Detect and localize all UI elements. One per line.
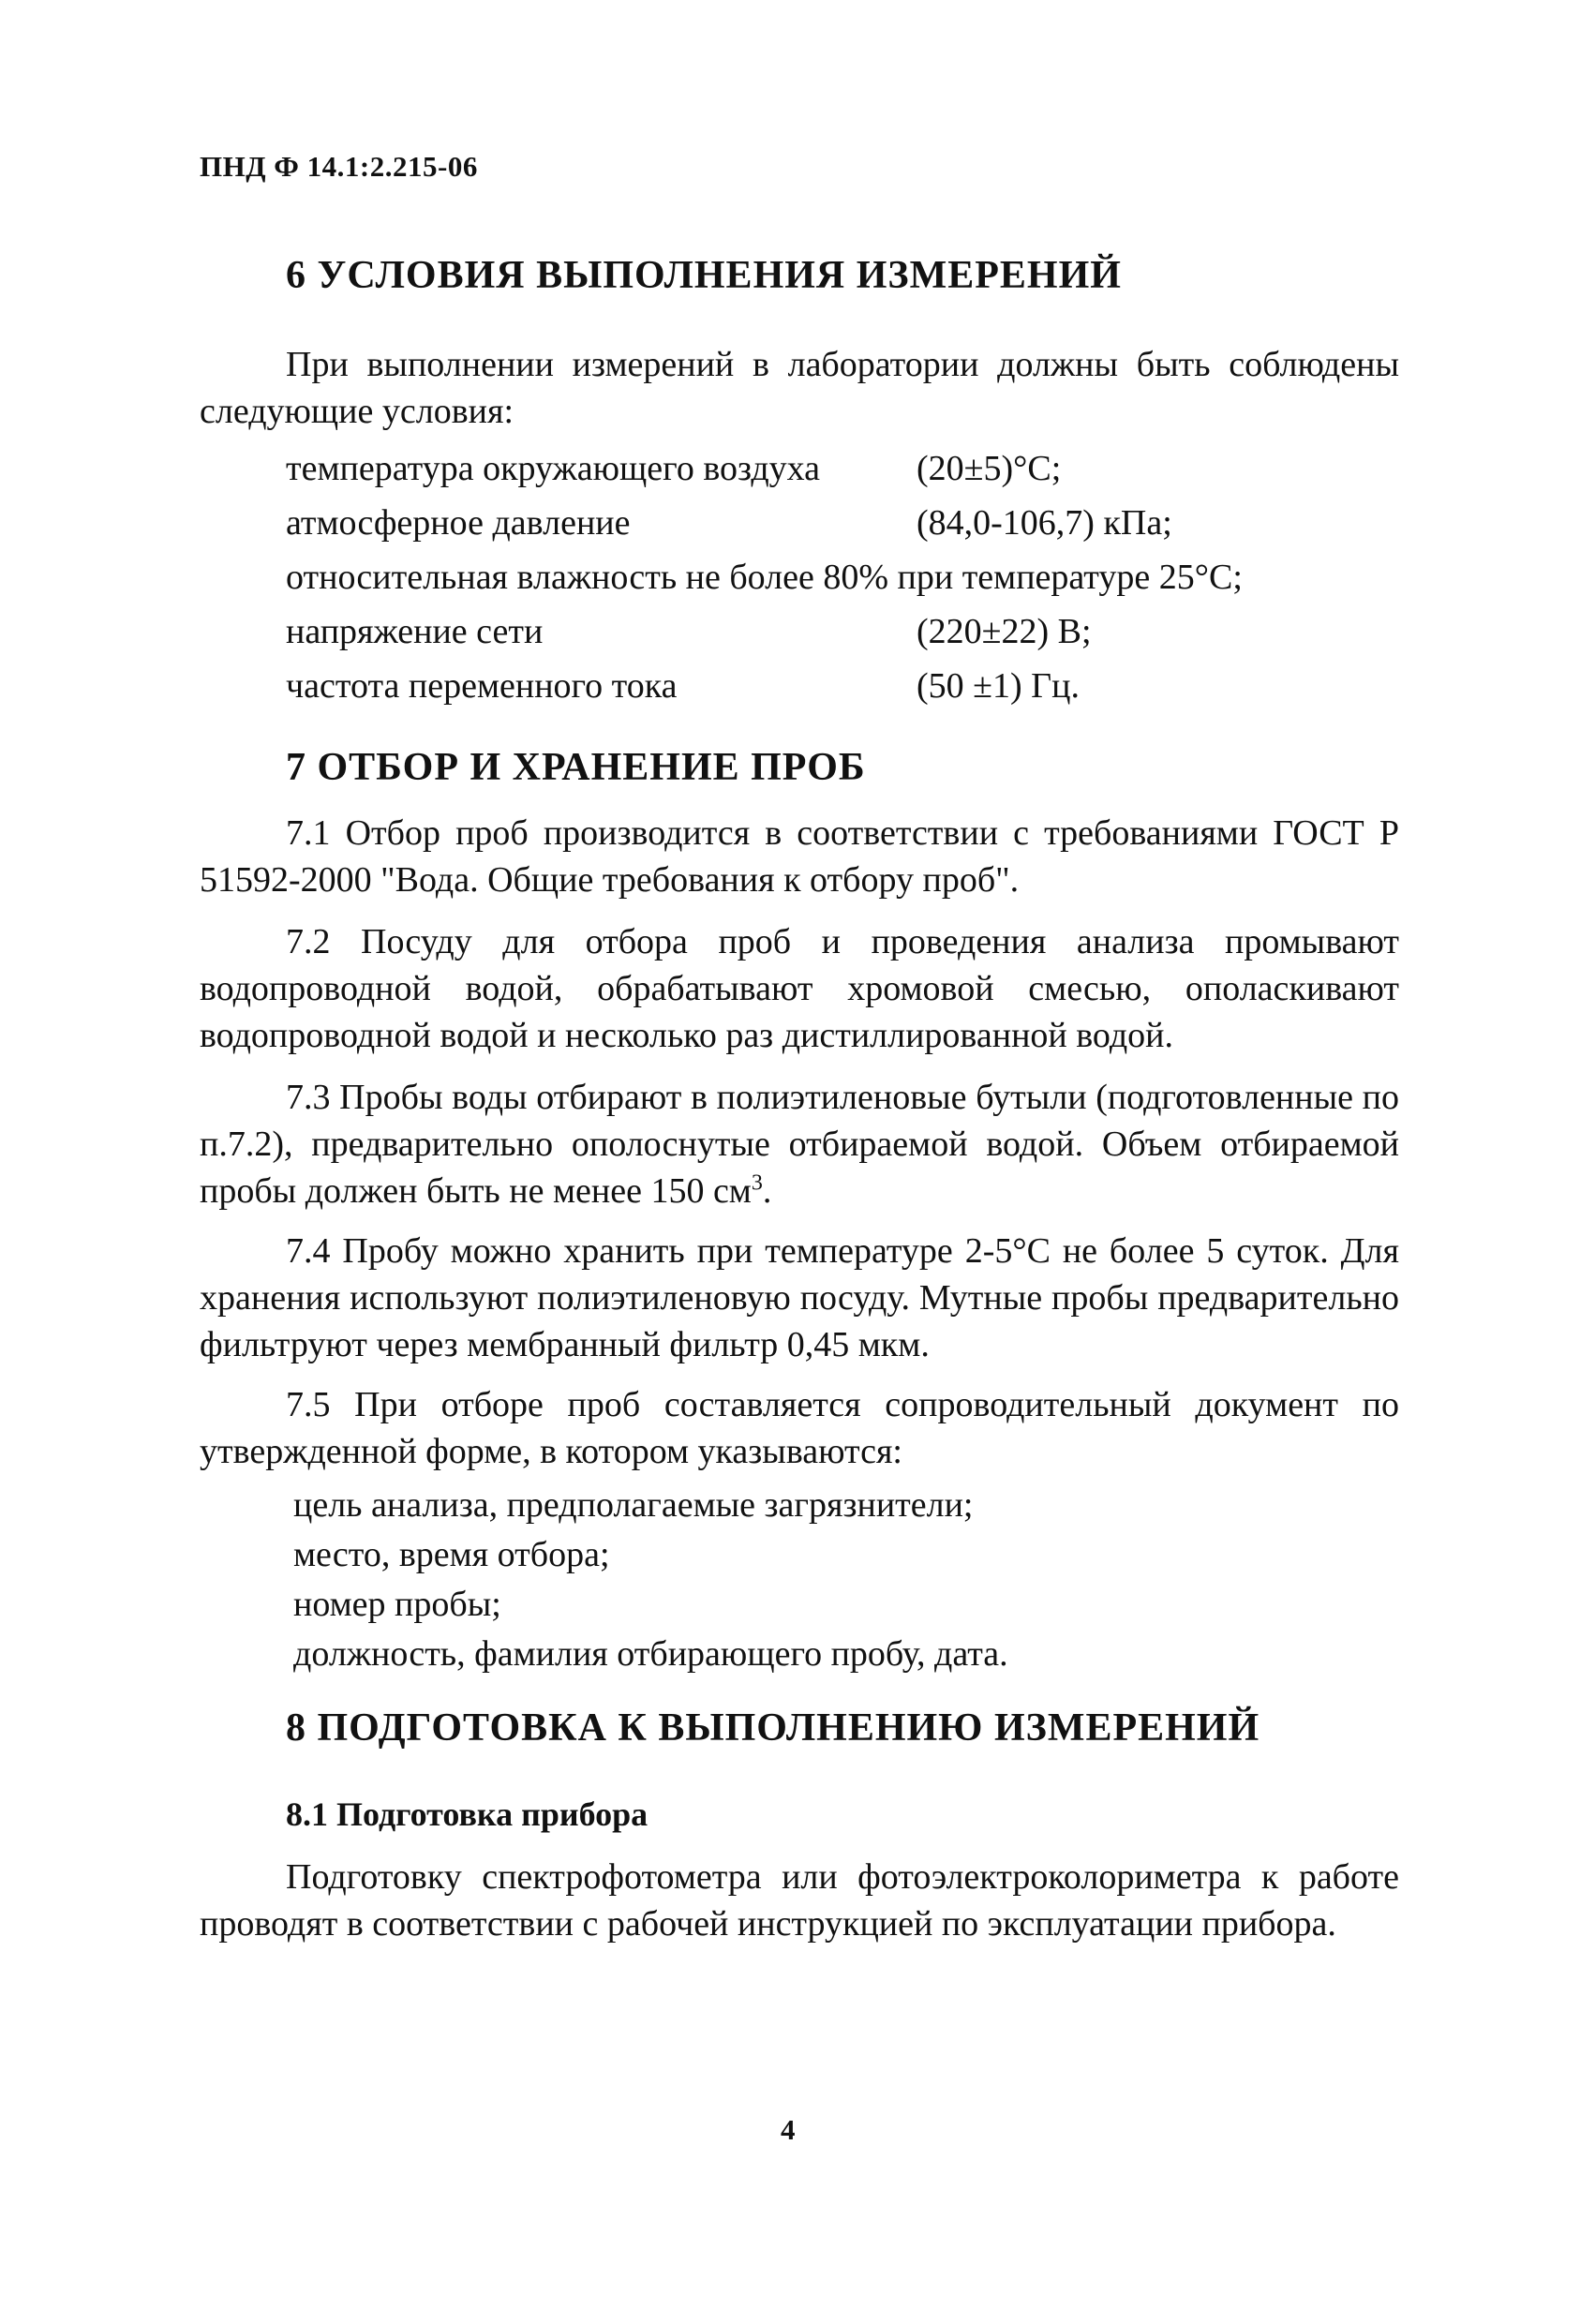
paragraph-7-5: 7.5 При отборе проб составляется сопроводительный документ по утвержденной форме, в котором указываются: <box>200 1385 1399 1471</box>
condition-value: (50 ±1) Гц. <box>917 666 1080 706</box>
superscript: 3 <box>751 1170 763 1196</box>
paragraph-7-4: 7.4 Пробу можно хранить при температуре 2-5°С не более 5 суток. Для хранения используют полиэтиленовую посуду. Мутные пробы предварительно фильтруют через мембранный фильтр 0,45 мкм. <box>200 1231 1399 1364</box>
condition-name: частота переменного тока <box>286 666 678 706</box>
page-number: 4 <box>781 2113 796 2146</box>
condition-value: (20±5)°С; <box>917 449 1062 488</box>
paragraph-7-3 <box>200 1074 1399 1214</box>
list-item: место, время отбора; <box>293 1535 610 1574</box>
subsection-8-1-title: 8.1 Подготовка прибора <box>286 1795 648 1833</box>
list-item: номер пробы; <box>293 1585 501 1624</box>
condition-name: атмосферное давление <box>286 503 631 543</box>
condition-value: (220±22) В; <box>917 612 1092 651</box>
paragraph-8-1: Подготовку спектрофотометра или фотоэлектроколориметра к работе проводят в соответствии с рабочей инструкцией по эксплуатации прибора. <box>200 1857 1399 1944</box>
section-7-title: 7 ОТБОР И ХРАНЕНИЕ ПРОБ <box>286 746 866 789</box>
list-item: должность, фамилия отбирающего пробу, дата. <box>293 1634 1008 1674</box>
paragraph-7-2: 7.2 Посуду для отбора проб и проведения анализа промывают водопроводной водой, обрабатывают хромовой смесью, ополаскивают водопроводной водой и несколько раз дистиллированной водой. <box>200 922 1399 1055</box>
section-6-intro: При выполнении измерений в лаборатории должны быть соблюдены следующие условия: <box>200 345 1399 431</box>
condition-name: напряжение сети <box>286 612 544 651</box>
condition-value: (84,0-106,7) кПа; <box>917 503 1172 543</box>
condition-humidity: относительная влажность не более 80% при температуре 25°С; <box>286 558 1243 597</box>
section-8-title: 8 ПОДГОТОВКА К ВЫПОЛНЕНИЮ ИЗМЕРЕНИЙ <box>286 1706 1260 1750</box>
document-code: ПНД Ф 14.1:2.215-06 <box>200 150 478 183</box>
list-item: цель анализа, предполагаемые загрязнители; <box>293 1485 974 1525</box>
paragraph-7-3-text: 7.3 Пробы воды отбирают в полиэтиленовые бутыли (подготовленные по п.7.2), предварительно ополоснутые отбираемой водой. Объем отбираемой пробы должен быть не менее 150 см <box>200 1078 1399 1211</box>
paragraph-7-1: 7.1 Отбор проб производится в соответствии с требованиями ГОСТ Р 51592-2000 "Вода. Общие требования к отбору проб". <box>200 813 1399 900</box>
section-6-title: 6 УСЛОВИЯ ВЫПОЛНЕНИЯ ИЗМЕРЕНИЙ <box>286 254 1122 297</box>
condition-name: температура окружающего воздуха <box>286 449 821 488</box>
paragraph-7-3-end: . <box>762 1171 772 1211</box>
